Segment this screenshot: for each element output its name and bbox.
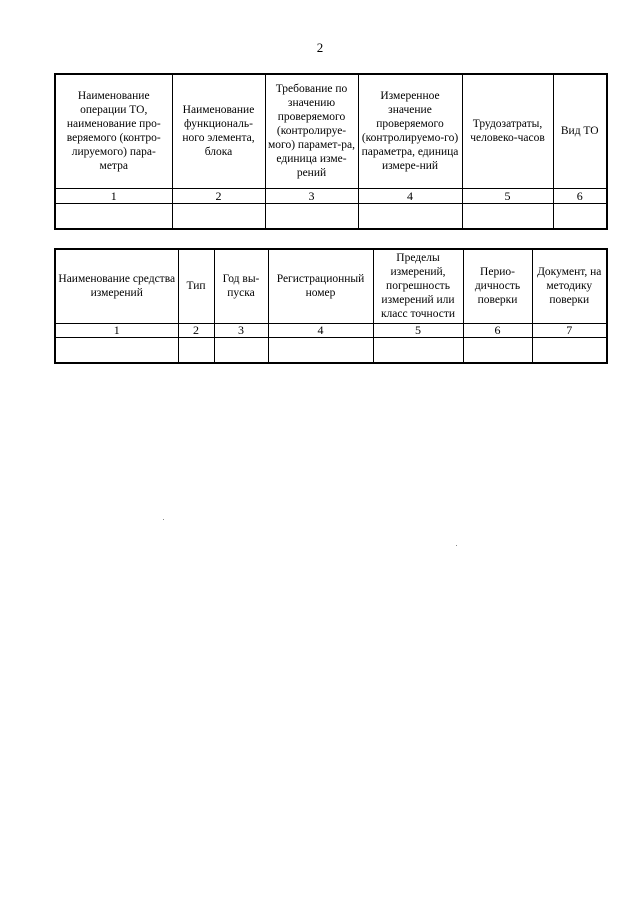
table2-empty-cell — [463, 337, 532, 363]
table1-header-row — [55, 74, 607, 188]
table2-empty-cell — [268, 337, 373, 363]
table1-empty-cell — [172, 203, 265, 229]
measuring-instruments-table — [54, 248, 608, 364]
table1-header-labor-costs: Трудозатраты, человеко-часов — [462, 74, 553, 188]
table2-col-number: 1 — [55, 323, 178, 337]
table1-col-number: 6 — [553, 188, 607, 203]
table2-header-registration-number: Регистрационный номер — [268, 249, 373, 323]
table1-number-row — [55, 188, 607, 203]
table2-number-row — [55, 323, 607, 337]
table1-empty-cell — [265, 203, 358, 229]
table2-header-row — [55, 249, 607, 323]
table1-col-number: 5 — [462, 188, 553, 203]
table1-empty-cell — [462, 203, 553, 229]
table2-col-number: 5 — [373, 323, 463, 337]
table1-header-maintenance-type: Вид ТО — [553, 74, 607, 188]
page-number: 2 — [316, 40, 324, 55]
table2-col-number: 4 — [268, 323, 373, 337]
table1-col-number: 4 — [358, 188, 462, 203]
table2-col-number: 6 — [463, 323, 532, 337]
table1-col-number: 3 — [265, 188, 358, 203]
scan-speck — [456, 545, 457, 546]
table2-header-type: Тип — [178, 249, 214, 323]
table2-empty-row — [55, 337, 607, 363]
table2-header-verification-period: Перио-дичность поверки — [463, 249, 532, 323]
table1-header-operation-name: Наименование операции ТО, наименование про-веряемого (контро-лируемого) пара-метра — [55, 74, 172, 188]
table1-header-functional-element: Наименование функциональ-ного элемента, блока — [172, 74, 265, 188]
table2-empty-cell — [532, 337, 607, 363]
table2-empty-cell — [55, 337, 178, 363]
table1-empty-cell — [553, 203, 607, 229]
table2-col-number: 3 — [214, 323, 268, 337]
table2-empty-cell — [214, 337, 268, 363]
table2-header-verification-document: Документ, на методику поверки — [532, 249, 607, 323]
table2-header-year: Год вы-пуска — [214, 249, 268, 323]
table2-header-measurement-limits: Пределы измерений, погрешность измерений или класс точности — [373, 249, 463, 323]
table2-empty-cell — [178, 337, 214, 363]
table1-col-number: 1 — [55, 188, 172, 203]
table1-empty-row — [55, 203, 607, 229]
table1-empty-cell — [358, 203, 462, 229]
table2-empty-cell — [373, 337, 463, 363]
scan-speck — [163, 519, 164, 520]
maintenance-operations-table — [54, 73, 608, 230]
table1-col-number: 2 — [172, 188, 265, 203]
table1-header-measured-value: Измеренное значение проверяемого (контролируемо-го) параметра, единица измере-ний — [358, 74, 462, 188]
table2-header-instrument-name: Наименование средства измерений — [55, 249, 178, 323]
table1-empty-cell — [55, 203, 172, 229]
table2-col-number: 7 — [532, 323, 607, 337]
table1-header-required-value: Требование по значению проверяемого (контролируе-мого) парамет-ра, единица изме-рений — [265, 74, 358, 188]
table2-col-number: 2 — [178, 323, 214, 337]
